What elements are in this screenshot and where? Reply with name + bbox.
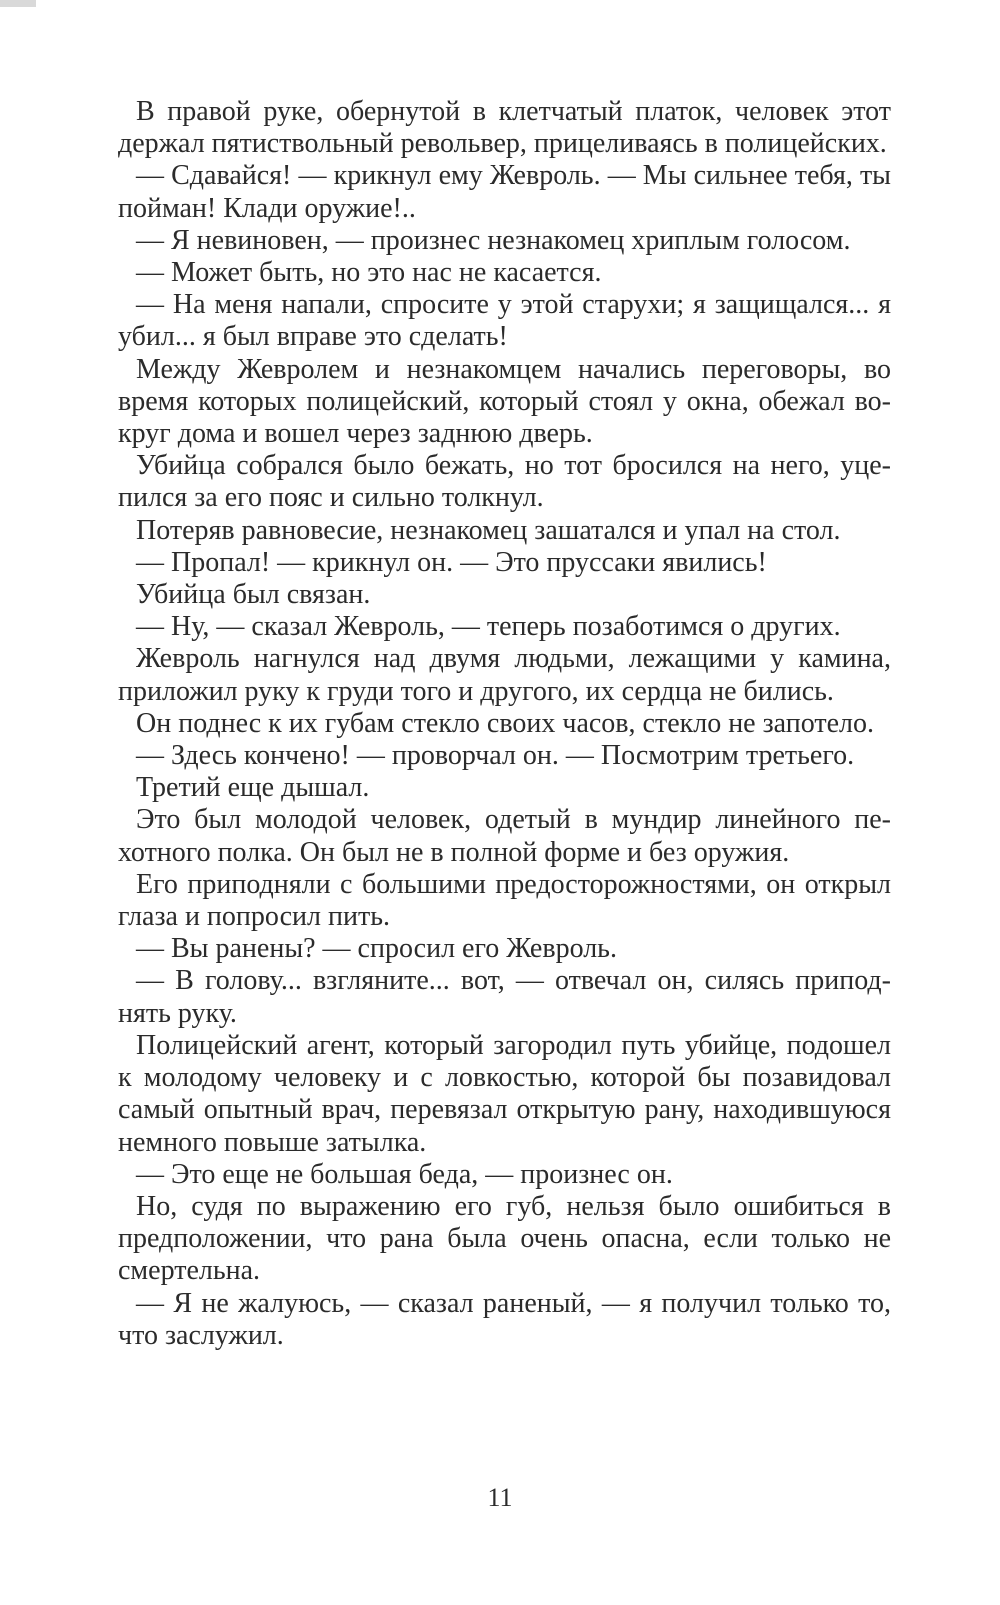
paragraph: Потеряв равновесие, незнакомец зашатался и упал на стол. — [136, 514, 841, 546]
paragraph: Полицейский агент, который загородил путь убийце, подошел к молодому человеку и с ловкостью, которой бы позавидовал самый опытный врач, перевязал открытую рану, находившуюся немного повыше затылка. — [118, 1029, 891, 1158]
paragraph: — Может быть, но это нас не касается. — [136, 257, 602, 289]
paragraph: Третий еще дышал. — [136, 772, 370, 804]
paragraph: Это был молодой человек, одетый в мундир линейного пехотного полка. Он был не в полной форме и без оружия. — [118, 804, 891, 868]
paragraph: — Вы ранены? — спросил его Жевроль. — [136, 933, 617, 965]
paragraph: Жевроль нагнулся над двумя людьми, лежащими у камина, приложил руку к груди того и другого, их сердца не бились. — [118, 643, 891, 707]
paragraph: — Ну, — сказал Жевроль, — теперь позаботимся о других. — [136, 611, 841, 643]
paragraph: — На меня напали, спросите у этой старухи; я защищался... я убил... я был вправе это сделать! — [118, 289, 891, 353]
paragraph: — В голову... взгляните... вот, — отвечал он, силясь приподнять руку. — [118, 965, 891, 1029]
paragraph: Убийца собрался было бежать, но тот бросился на него, уцепился за его пояс и сильно толкнул. — [118, 450, 891, 514]
paragraph: — Это еще не большая беда, — произнес он. — [136, 1158, 673, 1190]
paragraph: — Я невиновен, — произнес незнакомец хриплым голосом. — [136, 224, 851, 256]
paragraph: — Я не жалуюсь, — сказал раненый, — я получил только то, что заслужил. — [118, 1287, 891, 1351]
paragraph: В правой руке, обернутой в клетчатый платок, человек этот держал пятиствольный револьвер, прицеливаясь в полицейских. — [118, 96, 891, 160]
scan-edge-mark — [0, 0, 36, 7]
paragraph: Между Жевролем и незнакомцем начались переговоры, во время которых полицейский, который стоял у окна, обежал вокруг дома и вошел через заднюю дверь. — [118, 353, 891, 450]
paragraph: Его приподняли с большими предосторожностями, он открыл глаза и попросил пить. — [118, 868, 891, 933]
paragraph: — Пропал! — крикнул он. — Это пруссаки явились! — [136, 546, 767, 578]
paragraph: Он поднес к их губам стекло своих часов, стекло не запотело. — [136, 707, 874, 739]
page-body — [118, 96, 891, 1352]
paragraph: Но, судя по выражению его губ, нельзя было ошибиться в предположении, что рана была очень опасна, если только не смертельна. — [118, 1190, 891, 1287]
paragraph: — Здесь кончено! — проворчал он. — Посмотрим третьего. — [136, 740, 855, 772]
paragraph: Убийца был связан. — [136, 579, 371, 611]
page-number: 11 — [487, 1483, 513, 1512]
paragraph: — Сдавайся! — крикнул ему Жевроль. — Мы сильнее тебя, ты пойман! Клади оружие!.. — [118, 160, 891, 224]
